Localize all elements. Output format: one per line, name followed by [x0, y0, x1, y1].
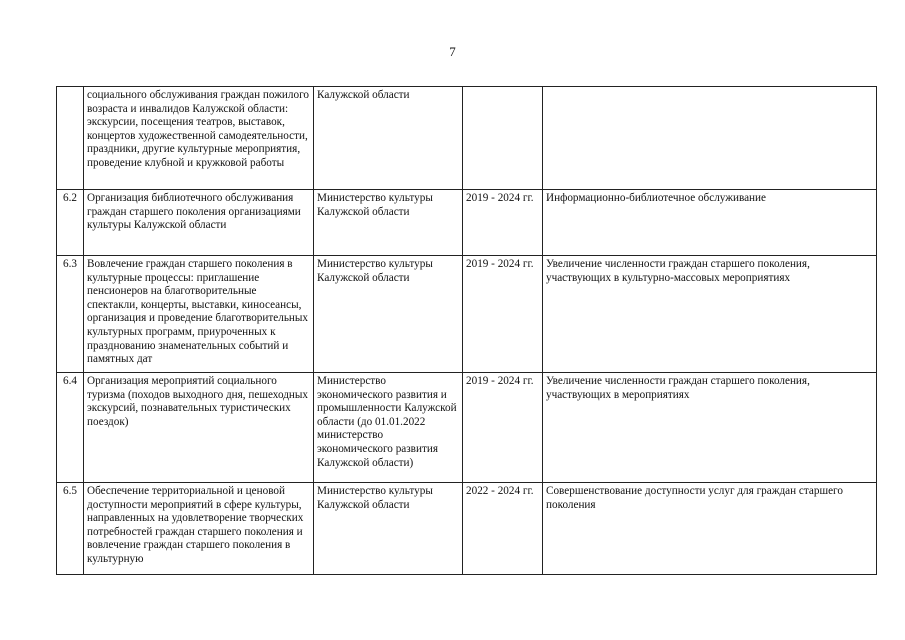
row-number: [57, 87, 84, 190]
page-number: 7: [449, 44, 456, 59]
measures-table: [56, 86, 877, 575]
table-row: [57, 190, 877, 256]
result-cell: Увеличение численности граждан старшего поколения, участвующих в культурно-массовых мероприятиях: [543, 256, 877, 373]
result-cell: Увеличение численности граждан старшего поколения, участвующих в мероприятиях: [543, 373, 877, 483]
executor-cell: Калужской области: [314, 87, 463, 190]
row-number: 6.5: [57, 483, 84, 575]
result-cell: Информационно-библиотечное обслуживание: [543, 190, 877, 256]
period-cell: [463, 87, 543, 190]
period-cell: 2019 - 2024 гг.: [463, 373, 543, 483]
activity-cell: Организация библиотечного обслуживания граждан старшего поколения организациями культуры Калужской области: [84, 190, 314, 256]
period-cell: 2019 - 2024 гг.: [463, 190, 543, 256]
activity-cell: Организация мероприятий социального туризма (походов выходного дня, пешеходных экскурсий, познавательных туристических поездок): [84, 373, 314, 483]
activity-cell: Обеспечение территориальной и ценовой доступности мероприятий в сфере культуры, направленных на удовлетворение творческих потребностей граждан старшего поколения и вовлечение граждан старшего поколения в культурную: [84, 483, 314, 575]
executor-cell: Министерство экономического развития и промышленности Калужской области (до 01.01.2022 министерство экономического развития Калужской области): [314, 373, 463, 483]
period-cell: 2019 - 2024 гг.: [463, 256, 543, 373]
table-row: [57, 483, 877, 575]
activity-cell: Вовлечение граждан старшего поколения в культурные процессы: приглашение пенсионеров на благотворительные спектакли, концерты, выставки, киносеансы, организация и проведение благотворительных культурных программ, приуроченных к празднованию знаменательных событий и памятных дат: [84, 256, 314, 373]
table-row: [57, 373, 877, 483]
table-row: [57, 256, 877, 373]
row-number: 6.2: [57, 190, 84, 256]
activity-cell: социального обслуживания граждан пожилого возраста и инвалидов Калужской области: экскурсии, посещения театров, выставок, концертов художественной самодеятельности, праздники, другие культурные мероприятия, проведение клубной и кружковой работы: [84, 87, 314, 190]
row-number: 6.4: [57, 373, 84, 483]
executor-cell: Министерство культуры Калужской области: [314, 190, 463, 256]
result-cell: [543, 87, 877, 190]
row-number: 6.3: [57, 256, 84, 373]
executor-cell: Министерство культуры Калужской области: [314, 483, 463, 575]
executor-cell: Министерство культуры Калужской области: [314, 256, 463, 373]
table-row: [57, 87, 877, 190]
result-cell: Совершенствование доступности услуг для граждан старшего поколения: [543, 483, 877, 575]
period-cell: 2022 - 2024 гг.: [463, 483, 543, 575]
